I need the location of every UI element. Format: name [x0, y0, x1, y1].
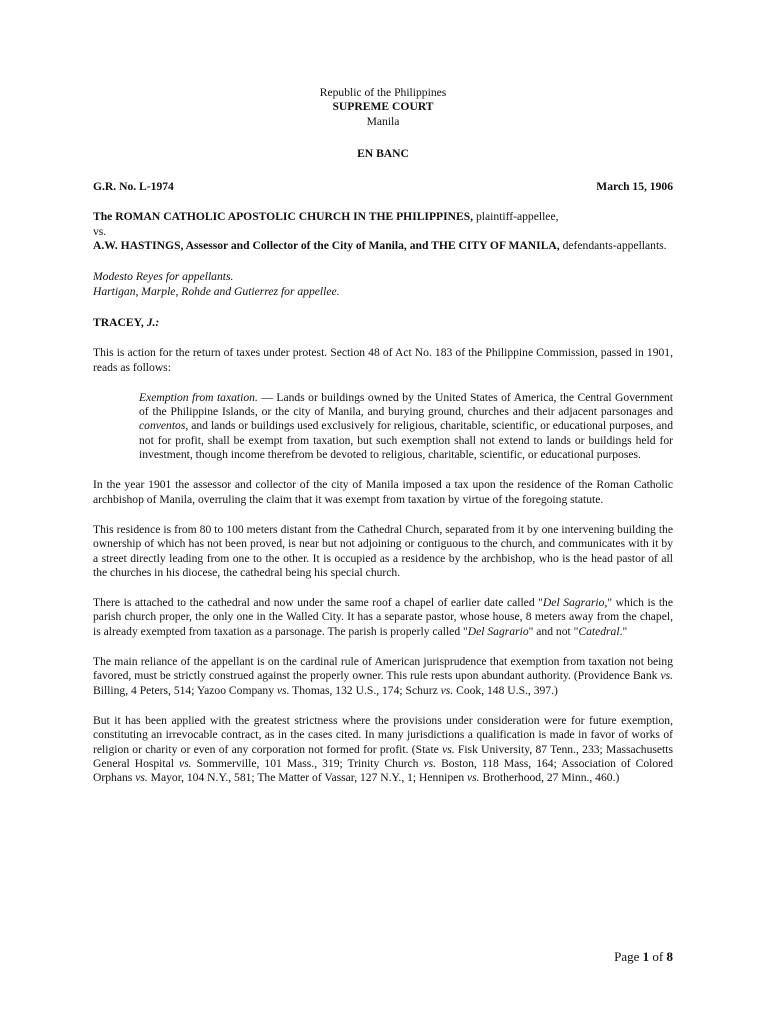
page-current: 1 — [642, 949, 650, 964]
case-parties — [93, 210, 673, 253]
p6-vs-4: vs. — [135, 771, 148, 785]
case-number-line — [93, 180, 673, 194]
page-of: of — [649, 949, 667, 964]
statute-quote — [139, 391, 673, 462]
p5-vs-2: vs. — [276, 683, 290, 697]
republic-line: Republic of the Philippines — [319, 86, 447, 99]
p6-text-c: Sommerville, 101 Mass., 319; Trinity Church — [191, 756, 424, 770]
gr-number: G.R. No. L-1974 — [93, 180, 174, 194]
counsel-appellants: Modesto Reyes for appellants. — [93, 270, 234, 284]
versus-label: vs. — [93, 224, 107, 238]
p6-vs-1: vs. — [442, 742, 455, 756]
quote-text-a: — Lands or buildings owned by the United States of America, the Central Government of the Philippine Islands, or the city of Manila, and burying ground, churches and their adjacent parsonages and — [139, 390, 673, 419]
defendant-line — [93, 239, 673, 253]
court-city: Manila — [366, 114, 400, 128]
plaintiff-name: The ROMAN CATHOLIC APOSTOLIC CHURCH IN THE PHILIPPINES, — [93, 210, 474, 224]
p5-text-a: The main reliance of the appellant is on the cardinal rule of American jurisprudence that exemption from taxation not being favored, must be strictly construed against the properly owner. This rule rests upon abundant authority. (Providence Bank — [93, 655, 673, 683]
p4-text-a: There is attached to the cathedral and now under the same roof a chapel of earlier date called " — [93, 596, 543, 610]
p4-catedral: Catedral — [578, 624, 620, 638]
paragraph-2: In the year 1901 the assessor and collector of the city of Manila imposed a tax upon the residence of the Roman Catholic archbishop of Manila, overruling the claim that it was exempt from taxation by virtue of the foregoing statute. — [93, 478, 673, 506]
p6-text-b: Fisk University, 87 Tenn., 233; Massachusetts General Hospital — [93, 742, 673, 770]
p6-text-a: But it has been applied with the greatest strictness where the provisions under consideration were for future exemption, constituting an irrevocable contract, as in the cases cited. In many jurisdictions a qualification is made in favor of works of religion or charity or even of any corporation not formed for profit. (State — [93, 713, 673, 756]
p4-del-sagrario-2: Del Sagrario — [467, 624, 529, 638]
paragraph-3: This residence is from 80 to 100 meters distant from the Cathedral Church, separated from it by one intervening building the ownership of which has not been proved, is near but not adjoining or contiguous to the church, and communicates with it by a street directly leading from one to the other. It is occupied as a residence by the archbishop, who is the head pastor of all the churches in his diocese, the cathedral being his special church. — [93, 522, 673, 579]
document-header — [93, 86, 673, 161]
ponente-suffix: J.: — [146, 315, 160, 329]
p6-text-d: Boston, 118 Mass, 164; Association of Colored Orphans — [93, 756, 673, 785]
p6-text-f: Brotherhood, 27 Minn., 460.) — [479, 771, 620, 785]
counsel-appellee: Hartigan, Marple, Rohde and Gutierrez for appellee. — [93, 284, 340, 298]
paragraph-6 — [93, 714, 673, 785]
p5-text-c: Thomas, 132 U.S., 174; Schurz — [289, 683, 441, 697]
plaintiff-role: plaintiff-appellee, — [473, 210, 559, 224]
court-name: SUPREME COURT — [332, 100, 434, 114]
p4-text-c: " and not " — [528, 624, 579, 638]
paragraph-5 — [93, 655, 673, 698]
quote-text-b: , and lands or buildings used exclusively for religious, charitable, scientific, or educational purposes, and not for profit, shall be exempt from taxation, but such exemption shall not extend to lands or buildings held for investment, though income therefrom be devoted to religious, charitable, scientific, or educational purposes. — [139, 419, 673, 462]
p5-vs-1: vs. — [660, 669, 673, 683]
page-label: Page — [614, 949, 643, 964]
p5-vs-3: vs. — [440, 683, 454, 697]
plaintiff-line — [93, 210, 673, 224]
ponente — [93, 316, 673, 330]
p5-text-d: Cook, 148 U.S., 397.) — [453, 683, 558, 697]
p4-text-d: ." — [619, 624, 628, 638]
quote-conventos: conventos — [139, 419, 186, 433]
p6-vs-2: vs. — [179, 756, 192, 770]
document-page — [93, 86, 673, 785]
paragraph-1: This is action for the return of taxes under protest. Section 48 of Act No. 183 of the Philippine Commission, passed in 1901, reads as follows: — [93, 346, 673, 374]
division-label: EN BANC — [357, 146, 409, 160]
p5-text-b: Billing, 4 Peters, 514; Yazoo Company — [93, 683, 277, 697]
ponente-name: TRACEY, — [93, 315, 147, 329]
decision-date: March 15, 1906 — [596, 180, 673, 194]
defendant-name: A.W. HASTINGS, Assessor and Collector of the City of Manila, and THE CITY OF MANILA, — [93, 239, 560, 253]
paragraph-4 — [93, 596, 673, 639]
p4-del-sagrario-1: Del Sagrario — [542, 596, 605, 610]
p4-text-b: ," which is the parish church proper, the only one in the Walled City. It has a separate pastor, whose house, 8 meters away from the chapel, is already exempted from taxation as a parsonage. The parish is properly called " — [93, 596, 673, 638]
page-indicator — [614, 949, 673, 965]
p6-vs-3: vs. — [423, 756, 437, 770]
defendant-role: defendants-appellants. — [559, 239, 667, 253]
p6-vs-5: vs. — [467, 771, 480, 785]
counsel-block — [93, 270, 673, 299]
quote-lead: Exemption from taxation. — [139, 390, 258, 404]
page-total: 8 — [666, 949, 673, 964]
p6-text-e: Mayor, 104 N.Y., 581; The Matter of Vassar, 127 N.Y., 1; Hennipen — [147, 771, 468, 785]
